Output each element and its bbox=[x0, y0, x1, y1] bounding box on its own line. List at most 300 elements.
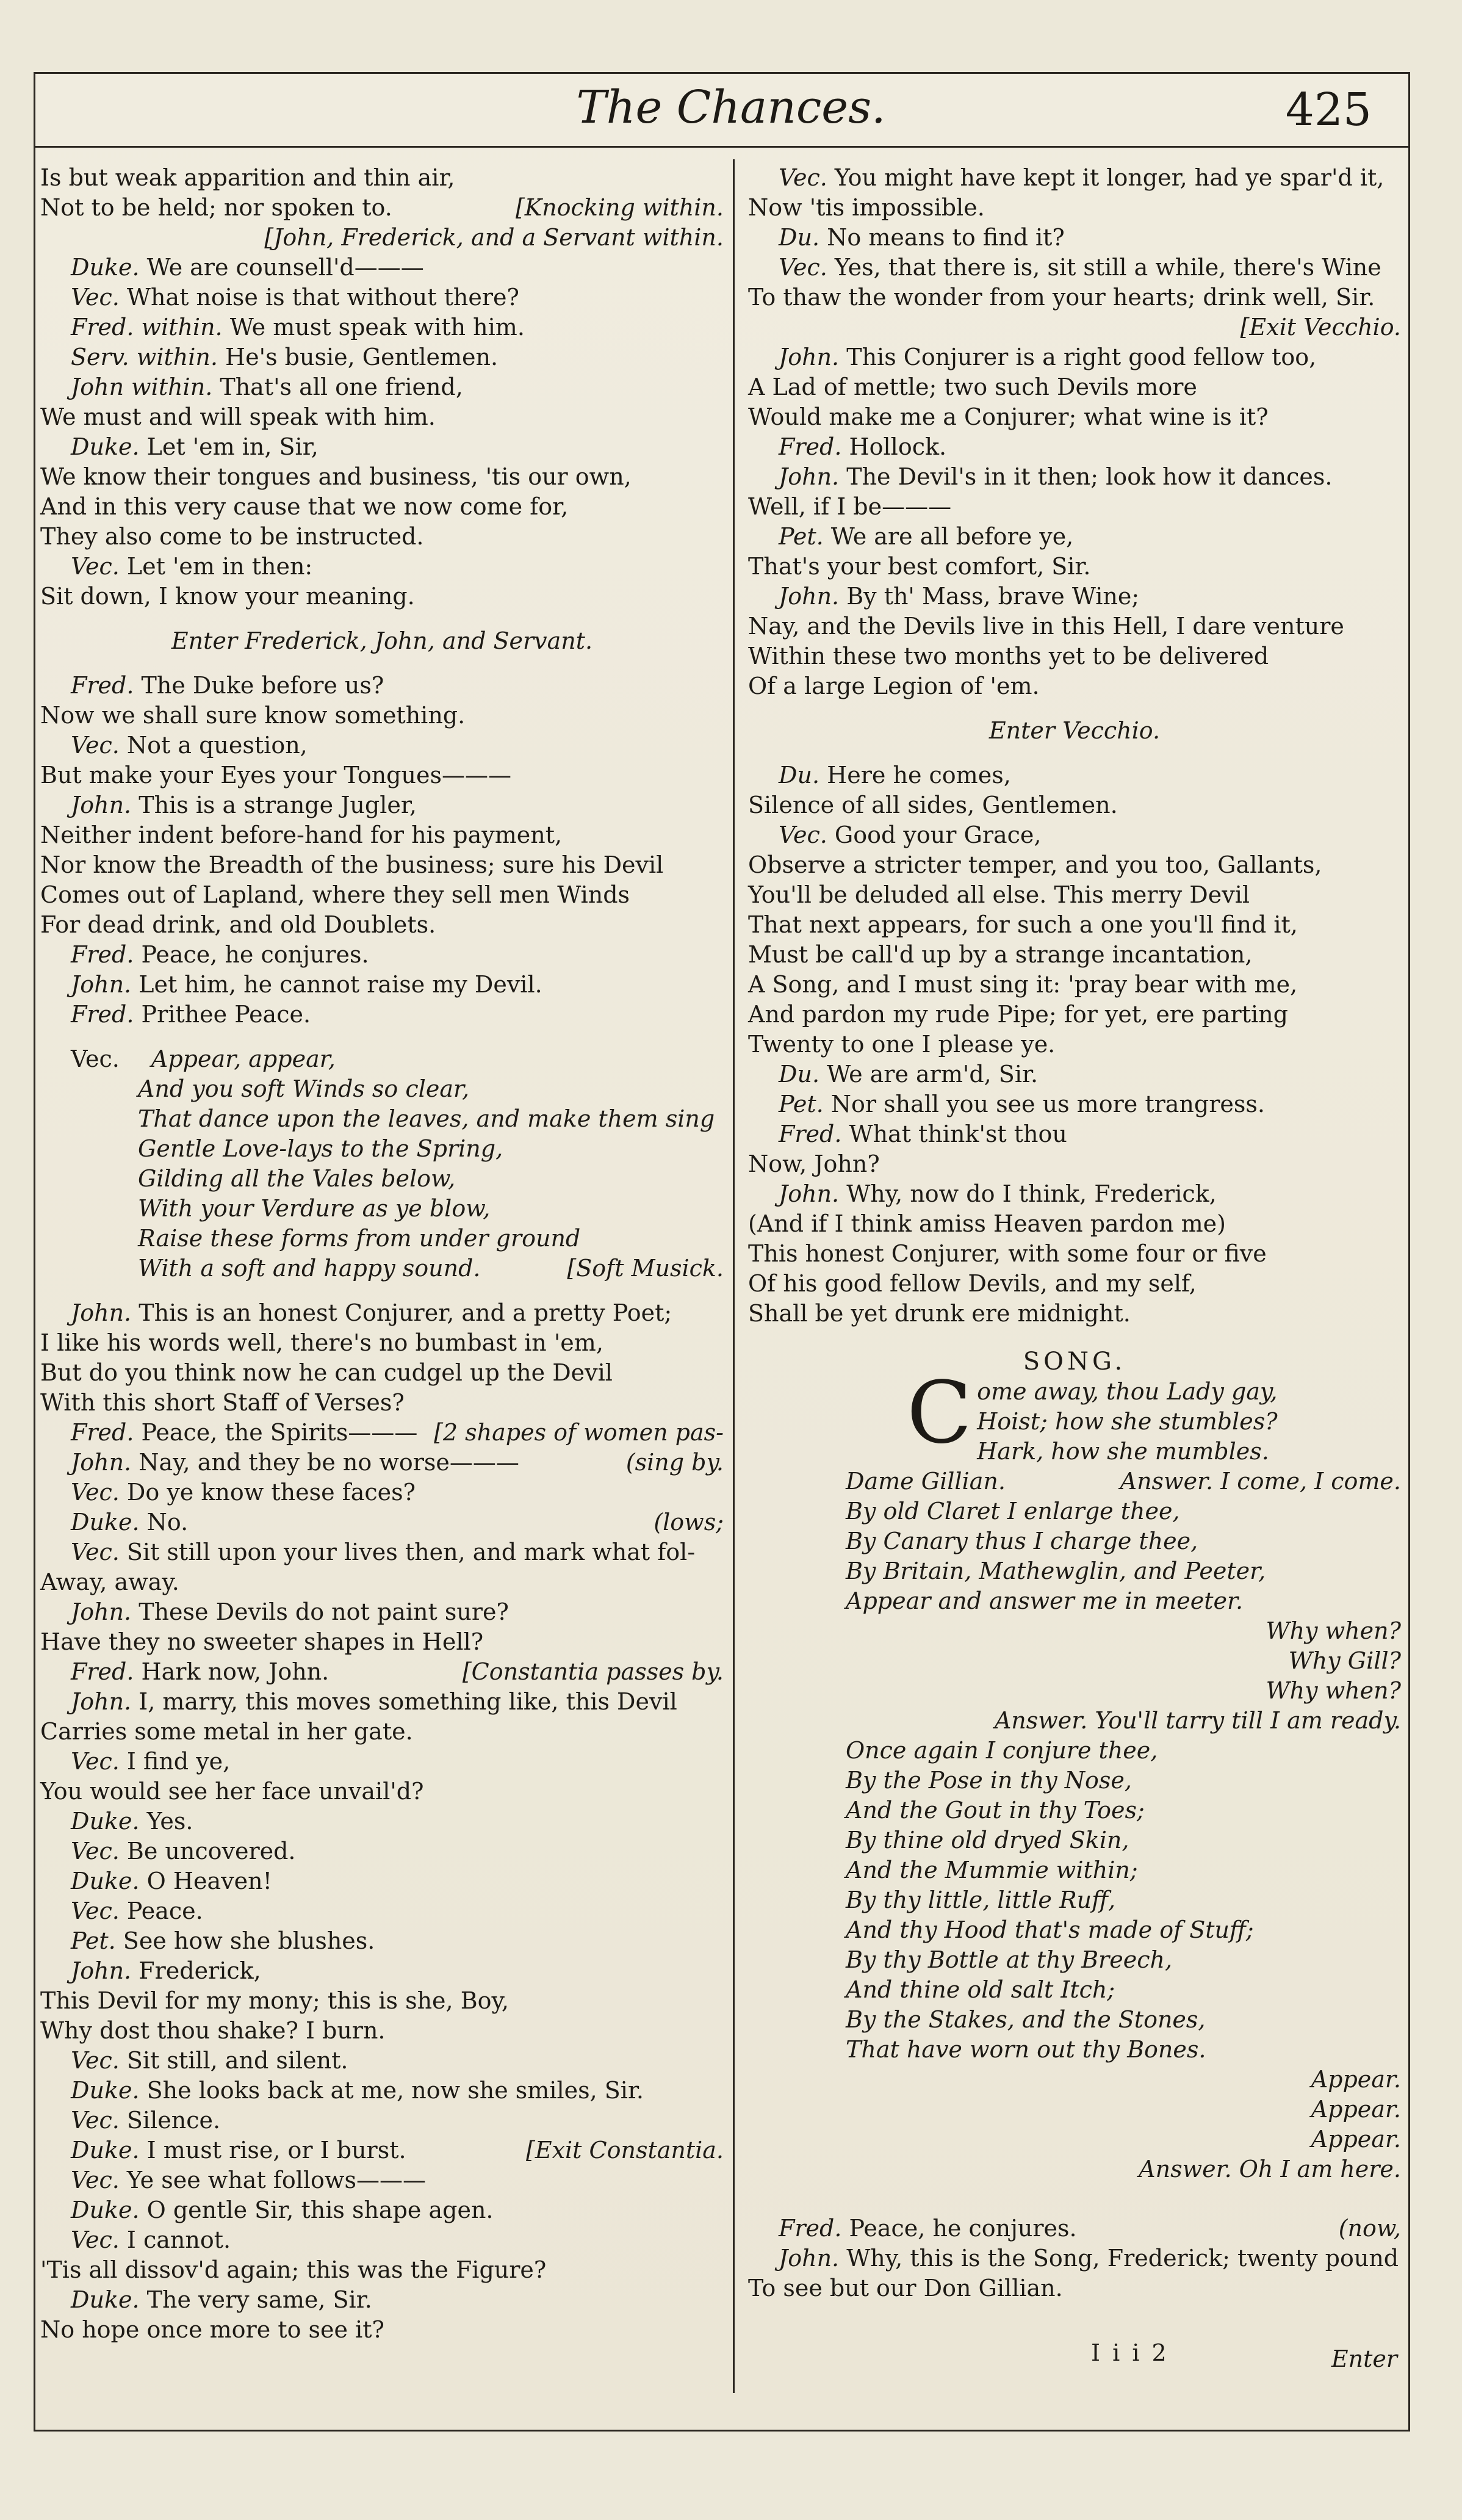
text-line bbox=[40, 1044, 724, 1074]
dialogue: Let 'em in, Sir, bbox=[146, 433, 319, 460]
dialogue: But make your Eyes your Tongues——— bbox=[40, 762, 511, 789]
text-line bbox=[748, 1407, 1401, 1437]
margin-direction: [2 shapes of women pas- bbox=[434, 1419, 724, 1446]
text-line bbox=[40, 1507, 724, 1537]
dialogue: For dead drink, and old Doublets. bbox=[40, 911, 436, 938]
dialogue: Sit down, I know your meaning. bbox=[40, 583, 415, 610]
dialogue: Let him, he cannot raise my Devil. bbox=[139, 971, 542, 998]
dialogue: We are all before ye, bbox=[830, 523, 1074, 550]
text-line bbox=[748, 1766, 1401, 1796]
text-line bbox=[40, 1717, 724, 1747]
speaker: John. bbox=[779, 2245, 847, 2272]
song-verse: Hoist; how she stumbles? bbox=[977, 1408, 1278, 1435]
text-line bbox=[40, 2315, 724, 2345]
song-verse: And thy Hood that's made of Stuff; bbox=[846, 1916, 1254, 1943]
text-line bbox=[748, 402, 1401, 432]
text-line bbox=[40, 1777, 724, 1807]
speaker: Fred. bbox=[71, 1419, 142, 1446]
dialogue: What noise is that without there? bbox=[126, 284, 519, 311]
dialogue: This Devil for my mony; this is she, Boy, bbox=[40, 1987, 509, 2014]
text-line bbox=[748, 2125, 1401, 2154]
song-verse: By thy Bottle at thy Breech, bbox=[846, 1946, 1173, 1973]
stage-direction: Enter Vecchio. bbox=[988, 717, 1161, 744]
text-line bbox=[748, 552, 1401, 582]
text-line bbox=[748, 820, 1401, 850]
dialogue: Of his good fellow Devils, and my self, bbox=[748, 1270, 1197, 1297]
text-line bbox=[748, 2154, 1401, 2184]
text-line bbox=[748, 1676, 1401, 1706]
song-verse: By old Claret I enlarge thee, bbox=[846, 1498, 1180, 1525]
text-line bbox=[40, 1074, 724, 1104]
text-line bbox=[748, 1437, 1401, 1467]
text-line bbox=[748, 1556, 1401, 1586]
dialogue: This Conjurer is a right good fellow too, bbox=[846, 344, 1317, 370]
dialogue: No means to find it? bbox=[827, 224, 1065, 251]
text-line bbox=[748, 2214, 1401, 2244]
line-gap bbox=[40, 656, 724, 671]
dialogue: I must rise, or I burst. bbox=[146, 2137, 406, 2164]
text-line bbox=[748, 312, 1401, 342]
margin-direction: (sing by. bbox=[625, 1449, 724, 1476]
speaker: John. bbox=[71, 971, 139, 998]
text-line bbox=[748, 462, 1401, 492]
dialogue: Silence. bbox=[126, 2107, 221, 2134]
dialogue: The Devil's in it then; look how it dances. bbox=[846, 463, 1333, 490]
dialogue: See how she blushes. bbox=[123, 1927, 375, 1954]
speaker: John. bbox=[71, 1449, 139, 1476]
text-line bbox=[748, 1586, 1401, 1616]
dialogue: I cannot. bbox=[126, 2226, 231, 2253]
dialogue: What think'st thou bbox=[849, 1121, 1067, 1147]
dialogue: This is a strange Jugler, bbox=[139, 792, 417, 818]
margin-direction: [John, Frederick, and a Servant within. bbox=[264, 224, 724, 251]
margin-direction: [Soft Musick. bbox=[567, 1255, 724, 1282]
speaker: John. bbox=[71, 1957, 139, 1984]
speaker: Duke. bbox=[71, 1808, 147, 1835]
text-line bbox=[40, 223, 724, 253]
dialogue: Shall be yet drunk ere midnight. bbox=[748, 1300, 1131, 1327]
text-line bbox=[40, 880, 724, 910]
text-line bbox=[748, 163, 1401, 193]
text-line bbox=[40, 1448, 724, 1478]
text-line bbox=[40, 1657, 724, 1687]
dialogue: Have they no sweeter shapes in Hell? bbox=[40, 1628, 484, 1655]
dialogue: We know their tongues and business, 'tis our own, bbox=[40, 463, 632, 490]
speaker: John. bbox=[779, 583, 847, 610]
text-line bbox=[40, 2106, 724, 2136]
text-line bbox=[40, 1567, 724, 1597]
speaker: John within. bbox=[71, 374, 220, 400]
speaker: Du. bbox=[779, 762, 827, 789]
text-line bbox=[748, 432, 1401, 462]
dialogue: Now, John? bbox=[748, 1150, 880, 1177]
text-line bbox=[748, 1299, 1401, 1329]
speaker: John. bbox=[71, 1299, 139, 1326]
speaker: Duke. bbox=[71, 254, 147, 281]
text-line bbox=[748, 2244, 1401, 2273]
text-line bbox=[40, 850, 724, 880]
text-line bbox=[40, 1104, 724, 1134]
speaker: John. bbox=[779, 463, 847, 490]
dialogue: Frederick, bbox=[139, 1957, 261, 1984]
text-line bbox=[40, 1956, 724, 1986]
speaker: Pet. bbox=[71, 1927, 123, 1954]
text-line bbox=[40, 701, 724, 731]
text-line bbox=[748, 880, 1401, 910]
speaker: Vec. bbox=[71, 1539, 127, 1565]
song-verse: Gilding all the Vales below, bbox=[138, 1165, 456, 1192]
speaker: Vec. bbox=[71, 2167, 127, 2193]
speaker: Duke. bbox=[71, 1868, 147, 1894]
song-verse: Raise these forms from under ground bbox=[138, 1225, 581, 1252]
speaker: John. bbox=[71, 1688, 139, 1715]
text-line bbox=[748, 1706, 1401, 1736]
dialogue: With this short Staff of Verses? bbox=[40, 1389, 405, 1416]
text-line bbox=[748, 1526, 1401, 1556]
text-line bbox=[748, 1736, 1401, 1766]
text-line bbox=[40, 1478, 724, 1507]
text-line bbox=[40, 1418, 724, 1448]
text-line bbox=[748, 2095, 1401, 2125]
speaker: Fred. bbox=[779, 1121, 849, 1147]
speaker: Fred. bbox=[779, 433, 849, 460]
speaker: John. bbox=[779, 344, 847, 370]
running-title: The Chances. bbox=[576, 81, 886, 134]
left-column bbox=[40, 163, 724, 2409]
text-line bbox=[40, 1298, 724, 1328]
dialogue: (And if I think amiss Heaven pardon me) bbox=[748, 1210, 1226, 1237]
catchword: Enter bbox=[1331, 2345, 1397, 2372]
text-line bbox=[748, 910, 1401, 940]
dialogue: The Duke before us? bbox=[141, 672, 384, 699]
speaker: Vec. bbox=[71, 1479, 127, 1506]
dialogue: Must be call'd up by a strange incantation, bbox=[748, 941, 1253, 968]
dialogue: Silence of all sides, Gentlemen. bbox=[748, 792, 1118, 818]
dialogue: O Heaven! bbox=[146, 1868, 272, 1894]
text-line bbox=[40, 1926, 724, 1956]
text-line bbox=[748, 193, 1401, 223]
margin-direction: Answer. I come, I come. bbox=[1120, 1468, 1401, 1495]
margin-direction: Appear. bbox=[1311, 2066, 1401, 2093]
margin-direction: [Exit Vecchio. bbox=[1240, 314, 1401, 341]
dialogue: Nor shall you see us more trangress. bbox=[830, 1091, 1265, 1117]
dialogue: Why dost thou shake? I burn. bbox=[40, 2017, 386, 2044]
text-line bbox=[748, 1975, 1401, 2005]
dialogue: A Lad of mettle; two such Devils more bbox=[748, 374, 1197, 400]
speaker: Fred. bbox=[779, 2215, 849, 2242]
text-line bbox=[40, 2136, 724, 2165]
dialogue: Twenty to one I please ye. bbox=[748, 1031, 1056, 1058]
text-line bbox=[40, 2076, 724, 2106]
text-line bbox=[40, 1224, 724, 1254]
text-line bbox=[40, 432, 724, 462]
dialogue: Comes out of Lapland, where they sell men Winds bbox=[40, 881, 630, 908]
dialogue: Now 'tis impossible. bbox=[748, 194, 985, 221]
text-line bbox=[40, 283, 724, 312]
text-line bbox=[748, 283, 1401, 312]
speaker: Serv. within. bbox=[71, 344, 226, 370]
text-line bbox=[748, 716, 1401, 746]
text-line bbox=[748, 1347, 1401, 1377]
dialogue: Neither indent before-hand for his payment, bbox=[40, 821, 563, 848]
dialogue: Good your Grace, bbox=[834, 821, 1042, 848]
dialogue: Well, if I be——— bbox=[748, 493, 952, 520]
speaker: Vec. bbox=[71, 1897, 127, 1924]
speaker: Vec. bbox=[71, 1838, 127, 1865]
dialogue: 'Tis all dissov'd again; this was the Figure? bbox=[40, 2256, 547, 2283]
line-gap bbox=[40, 612, 724, 626]
song-verse: By thy little, little Ruff, bbox=[846, 1886, 1116, 1913]
speaker: Fred. within. bbox=[71, 314, 230, 341]
text-line bbox=[40, 492, 724, 522]
dialogue: Peace. bbox=[126, 1897, 203, 1924]
text-line bbox=[748, 1000, 1401, 1030]
dialogue: They also come to be instructed. bbox=[40, 523, 424, 550]
dialogue: A Song, and I must sing it: 'pray bear with me, bbox=[748, 971, 1298, 998]
text-line bbox=[40, 2016, 724, 2046]
text-line bbox=[748, 2005, 1401, 2035]
text-line bbox=[40, 462, 724, 492]
text-line bbox=[40, 342, 724, 372]
margin-direction: [Constantia passes by. bbox=[462, 1658, 724, 1685]
text-line bbox=[748, 522, 1401, 552]
speaker: Fred. bbox=[71, 672, 142, 699]
text-line bbox=[40, 1164, 724, 1194]
dialogue: This honest Conjurer, with some four or five bbox=[748, 1240, 1267, 1267]
dialogue: Do ye know these faces? bbox=[126, 1479, 416, 1506]
text-line bbox=[40, 1807, 724, 1836]
dialogue: Why, this is the Song, Frederick; twenty pound bbox=[846, 2245, 1399, 2272]
margin-direction: Why when? bbox=[1266, 1617, 1401, 1644]
text-line bbox=[40, 163, 724, 193]
line-gap bbox=[40, 1030, 724, 1044]
dialogue: Carries some metal in her gate. bbox=[40, 1718, 413, 1745]
song-verse: Appear, appear, bbox=[151, 1045, 336, 1072]
dialogue: These Devils do not paint sure? bbox=[139, 1598, 509, 1625]
speaker: Duke. bbox=[71, 2286, 147, 2313]
dialogue: Nor know the Breadth of the business; sure his Devil bbox=[40, 851, 664, 878]
text-line bbox=[40, 1194, 724, 1224]
text-line bbox=[40, 2195, 724, 2225]
dialogue: Hollock. bbox=[849, 433, 947, 460]
dialogue: We must and will speak with him. bbox=[40, 403, 436, 430]
text-line bbox=[40, 552, 724, 582]
dialogue: Hark now, John. bbox=[141, 1658, 329, 1685]
text-line bbox=[40, 626, 724, 656]
text-line bbox=[748, 2035, 1401, 2065]
book-page bbox=[34, 72, 1410, 2432]
text-line bbox=[40, 1388, 724, 1418]
text-line bbox=[748, 1915, 1401, 1945]
dialogue: O gentle Sir, this shape agen. bbox=[146, 2197, 494, 2223]
margin-direction: [Exit Constantia. bbox=[526, 2137, 724, 2164]
text-line bbox=[748, 1239, 1401, 1269]
text-line bbox=[748, 1616, 1401, 1646]
text-line bbox=[40, 1986, 724, 2016]
text-line bbox=[40, 1328, 724, 1358]
text-line bbox=[748, 1855, 1401, 1885]
song-verse: And you soft Winds so clear, bbox=[138, 1075, 470, 1102]
song-verse: And the Mummie within; bbox=[846, 1857, 1138, 1883]
dialogue: Peace, he conjures. bbox=[141, 941, 369, 968]
text-line bbox=[748, 342, 1401, 372]
dialogue: Peace, the Spirits——— bbox=[141, 1419, 418, 1446]
margin-direction: Answer. You'll tarry till I am ready. bbox=[994, 1707, 1401, 1734]
song-verse: Dame Gillian. bbox=[846, 1468, 1006, 1495]
text-line bbox=[40, 970, 724, 1000]
dialogue: Not to be held; nor spoken to. bbox=[40, 194, 392, 221]
dialogue: That's your best comfort, Sir. bbox=[748, 553, 1091, 580]
dialogue: I find ye, bbox=[126, 1748, 231, 1775]
text-line bbox=[748, 671, 1401, 701]
text-line bbox=[40, 671, 724, 701]
page-number: 425 bbox=[1285, 84, 1372, 136]
text-line bbox=[40, 582, 724, 612]
line-gap bbox=[748, 2199, 1401, 2214]
text-line bbox=[748, 372, 1401, 402]
text-line bbox=[748, 1796, 1401, 1825]
speaker: Vec. bbox=[71, 2107, 127, 2134]
text-line bbox=[40, 193, 724, 223]
margin-direction: [Knocking within. bbox=[515, 194, 724, 221]
speaker: John. bbox=[779, 1180, 847, 1207]
song-verse: ome away, thou Lady gay, bbox=[977, 1378, 1278, 1405]
speaker: Fred. bbox=[71, 1001, 142, 1028]
text-line bbox=[748, 760, 1401, 790]
margin-direction: (lows; bbox=[654, 1509, 724, 1536]
text-line bbox=[748, 1089, 1401, 1119]
line-gap bbox=[748, 746, 1401, 760]
dialogue: No. bbox=[146, 1509, 189, 1536]
text-line bbox=[748, 1119, 1401, 1149]
dialogue: Here he comes, bbox=[827, 762, 1011, 789]
signature-mark: I i i 2 bbox=[1091, 2339, 1169, 2366]
dialogue: Is but weak apparition and thin air, bbox=[40, 164, 455, 191]
song-verse: By Canary thus I charge thee, bbox=[846, 1528, 1198, 1554]
dialogue: Away, away. bbox=[40, 1569, 179, 1595]
text-line bbox=[40, 2285, 724, 2315]
drop-capital: C bbox=[907, 1363, 973, 1463]
text-line bbox=[748, 970, 1401, 1000]
dialogue: Yes, that there is, sit still a while, there's Wine bbox=[834, 254, 1381, 281]
song-verse: That dance upon the leaves, and make them sing bbox=[138, 1105, 715, 1132]
dialogue: Prithee Peace. bbox=[141, 1001, 311, 1028]
text-line bbox=[40, 402, 724, 432]
text-line bbox=[40, 1687, 724, 1717]
text-line bbox=[40, 1747, 724, 1777]
song-verse: By the Pose in thy Nose, bbox=[846, 1767, 1132, 1794]
speaker: Duke. bbox=[71, 1509, 147, 1536]
dialogue: But do you think now he can cudgel up the Devil bbox=[40, 1359, 613, 1386]
dialogue: Would make me a Conjurer; what wine is it? bbox=[748, 403, 1269, 430]
margin-direction: Appear. bbox=[1311, 2096, 1401, 2123]
speaker: Vec. bbox=[71, 284, 127, 311]
dialogue: By th' Mass, brave Wine; bbox=[846, 583, 1140, 610]
song-verse: By the Stakes, and the Stones, bbox=[846, 2006, 1206, 2033]
text-line bbox=[40, 1597, 724, 1627]
dialogue: Not a question, bbox=[126, 732, 308, 759]
text-line bbox=[748, 1945, 1401, 1975]
text-line bbox=[748, 223, 1401, 253]
dialogue: That next appears, for such a one you'll find it, bbox=[748, 911, 1298, 938]
text-line bbox=[40, 1000, 724, 1030]
song-verse: By thine old dryed Skin, bbox=[846, 1827, 1129, 1854]
speaker: Vec. bbox=[71, 1045, 127, 1072]
text-line bbox=[748, 1467, 1401, 1496]
speaker: Duke. bbox=[71, 2077, 147, 2104]
song-title: SONG. bbox=[1023, 1348, 1126, 1376]
song-verse: With a soft and happy sound. bbox=[138, 1255, 481, 1282]
text-line bbox=[40, 253, 724, 283]
text-line bbox=[40, 760, 724, 790]
dialogue: Sit still upon your lives then, and mark what fol- bbox=[126, 1539, 696, 1565]
text-line bbox=[748, 612, 1401, 641]
dialogue: He's busie, Gentlemen. bbox=[225, 344, 499, 370]
speaker: Fred. bbox=[71, 1658, 142, 1685]
text-line bbox=[748, 1179, 1401, 1209]
dialogue: Nay, and they be no worse——— bbox=[139, 1449, 519, 1476]
song-verse: That have worn out thy Bones. bbox=[846, 2036, 1206, 2063]
speaker: Vec. bbox=[71, 2226, 127, 2253]
dialogue: Now we shall sure know something. bbox=[40, 702, 466, 729]
text-line bbox=[40, 790, 724, 820]
dialogue: To thaw the wonder from your hearts; drink well, Sir. bbox=[748, 284, 1375, 311]
text-line bbox=[748, 1030, 1401, 1060]
text-line bbox=[40, 2255, 724, 2285]
text-line bbox=[40, 1836, 724, 1866]
line-gap bbox=[748, 2184, 1401, 2199]
dialogue: We are arm'd, Sir. bbox=[827, 1061, 1039, 1088]
dialogue: Sit still, and silent. bbox=[126, 2047, 348, 2074]
dialogue: Be uncovered. bbox=[126, 1838, 296, 1865]
text-line bbox=[40, 1254, 724, 1283]
text-line bbox=[748, 582, 1401, 612]
text-line bbox=[40, 372, 724, 402]
margin-direction: Why Gill? bbox=[1288, 1647, 1401, 1674]
column-rule bbox=[733, 159, 735, 2393]
text-line bbox=[40, 940, 724, 970]
text-line bbox=[748, 1060, 1401, 1089]
dialogue: I, marry, this moves something like, this Devil bbox=[139, 1688, 677, 1715]
text-line bbox=[748, 2273, 1401, 2303]
dialogue: To see but our Don Gillian. bbox=[748, 2275, 1063, 2302]
speaker: Vec. bbox=[779, 254, 835, 281]
song-verse: Gentle Love-lays to the Spring, bbox=[138, 1135, 503, 1162]
text-line bbox=[40, 522, 724, 552]
text-line bbox=[748, 641, 1401, 671]
speaker: Du. bbox=[779, 1061, 827, 1088]
song-verse: Hark, how she mumbles. bbox=[977, 1438, 1269, 1465]
text-line bbox=[748, 1496, 1401, 1526]
text-line bbox=[40, 1358, 724, 1388]
text-line bbox=[40, 1537, 724, 1567]
text-line bbox=[748, 253, 1401, 283]
margin-direction: Answer. Oh I am here. bbox=[1139, 2156, 1401, 2182]
dialogue: We are counsell'd——— bbox=[146, 254, 424, 281]
stage-direction: Enter Frederick, John, and Servant. bbox=[171, 627, 593, 654]
text-line bbox=[40, 910, 724, 940]
speaker: Vec. bbox=[71, 1748, 127, 1775]
dialogue: Of a large Legion of 'em. bbox=[748, 673, 1040, 699]
speaker: Vec. bbox=[71, 553, 127, 580]
speaker: Duke. bbox=[71, 2197, 147, 2223]
dialogue: I like his words well, there's no bumbast in 'em, bbox=[40, 1329, 603, 1356]
text-line bbox=[40, 1627, 724, 1657]
dialogue: And in this very cause that we now come for, bbox=[40, 493, 569, 520]
text-line bbox=[40, 1866, 724, 1896]
text-line bbox=[748, 850, 1401, 880]
text-line bbox=[40, 1896, 724, 1926]
